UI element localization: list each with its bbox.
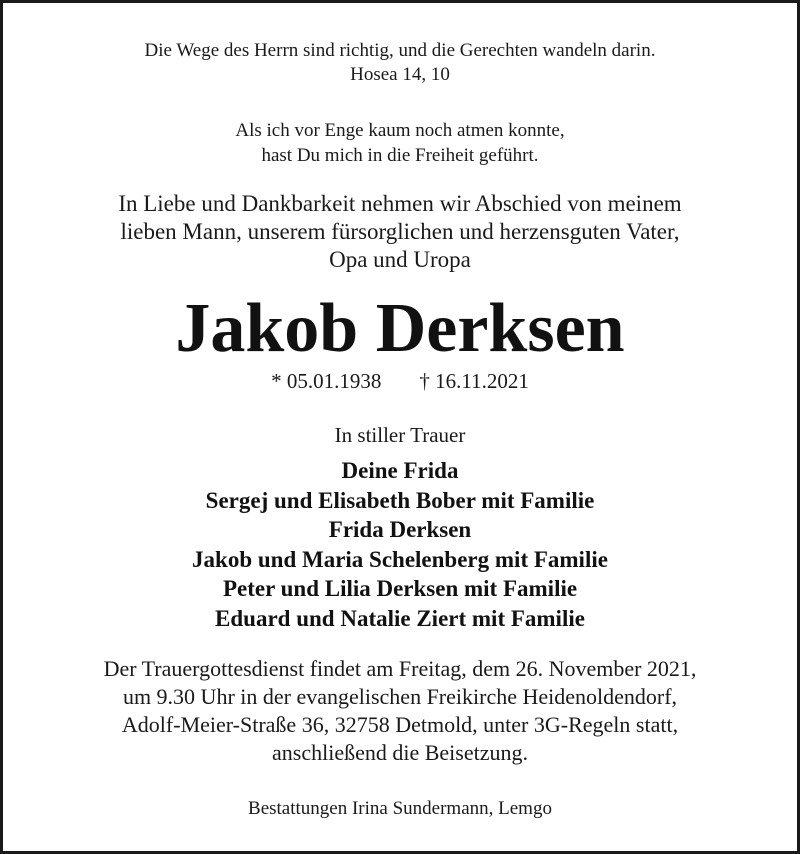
poem-line: hast Du mich in die Freiheit geführt. (261, 145, 539, 166)
family-member: Deine Frida (341, 458, 459, 483)
service-line: Adolf-Meier-Straße 36, 32758 Detmold, unter 3G-Regeln statt, (121, 712, 679, 737)
death-date: † 16.11.2021 (419, 369, 529, 393)
family-member: Jakob und Maria Schelenberg mit Familie (192, 546, 608, 572)
undertaker: Bestattungen Irina Sundermann, Lemgo (248, 798, 552, 819)
family-member: Eduard und Natalie Ziert mit Familie (215, 605, 585, 631)
family-member: Sergej und Elisabeth Bober mit Familie (205, 487, 595, 513)
family-member: Peter und Lilia Derksen mit Familie (222, 576, 578, 601)
family-member: Frida Derksen (328, 517, 472, 542)
verse-text: Die Wege des Herrn sind richtig, und die Gerechten wandeln darin. (144, 40, 656, 61)
bible-verse (3, 39, 797, 87)
intro-text (3, 190, 797, 274)
intro-line: lieben Mann, unserem fürsorglichen und herzensguten Vater, (120, 219, 680, 244)
service-line: Der Trauergottesdienst findet am Freitag, dem 26. November 2021, (103, 656, 697, 681)
life-dates (3, 367, 797, 395)
birth-date: * 05.01.1938 (271, 369, 382, 393)
intro-line: In Liebe und Dankbarkeit nehmen wir Abschied von meinem (118, 191, 682, 216)
service-line: um 9.30 Uhr in der evangelischen Freikirche Heidenoldendorf, (122, 684, 678, 709)
deceased-name: Jakob Derksen (175, 290, 625, 367)
mourning-label: In stiller Trauer (334, 423, 466, 447)
poem (3, 118, 797, 168)
intro-line: Opa und Uropa (329, 247, 471, 272)
verse-reference: Hosea 14, 10 (350, 64, 450, 85)
service-line: anschließend die Beisetzung. (272, 740, 528, 765)
poem-line: Als ich vor Enge kaum noch atmen konnte, (235, 120, 565, 141)
service-info (3, 655, 797, 767)
family-list (3, 456, 797, 633)
